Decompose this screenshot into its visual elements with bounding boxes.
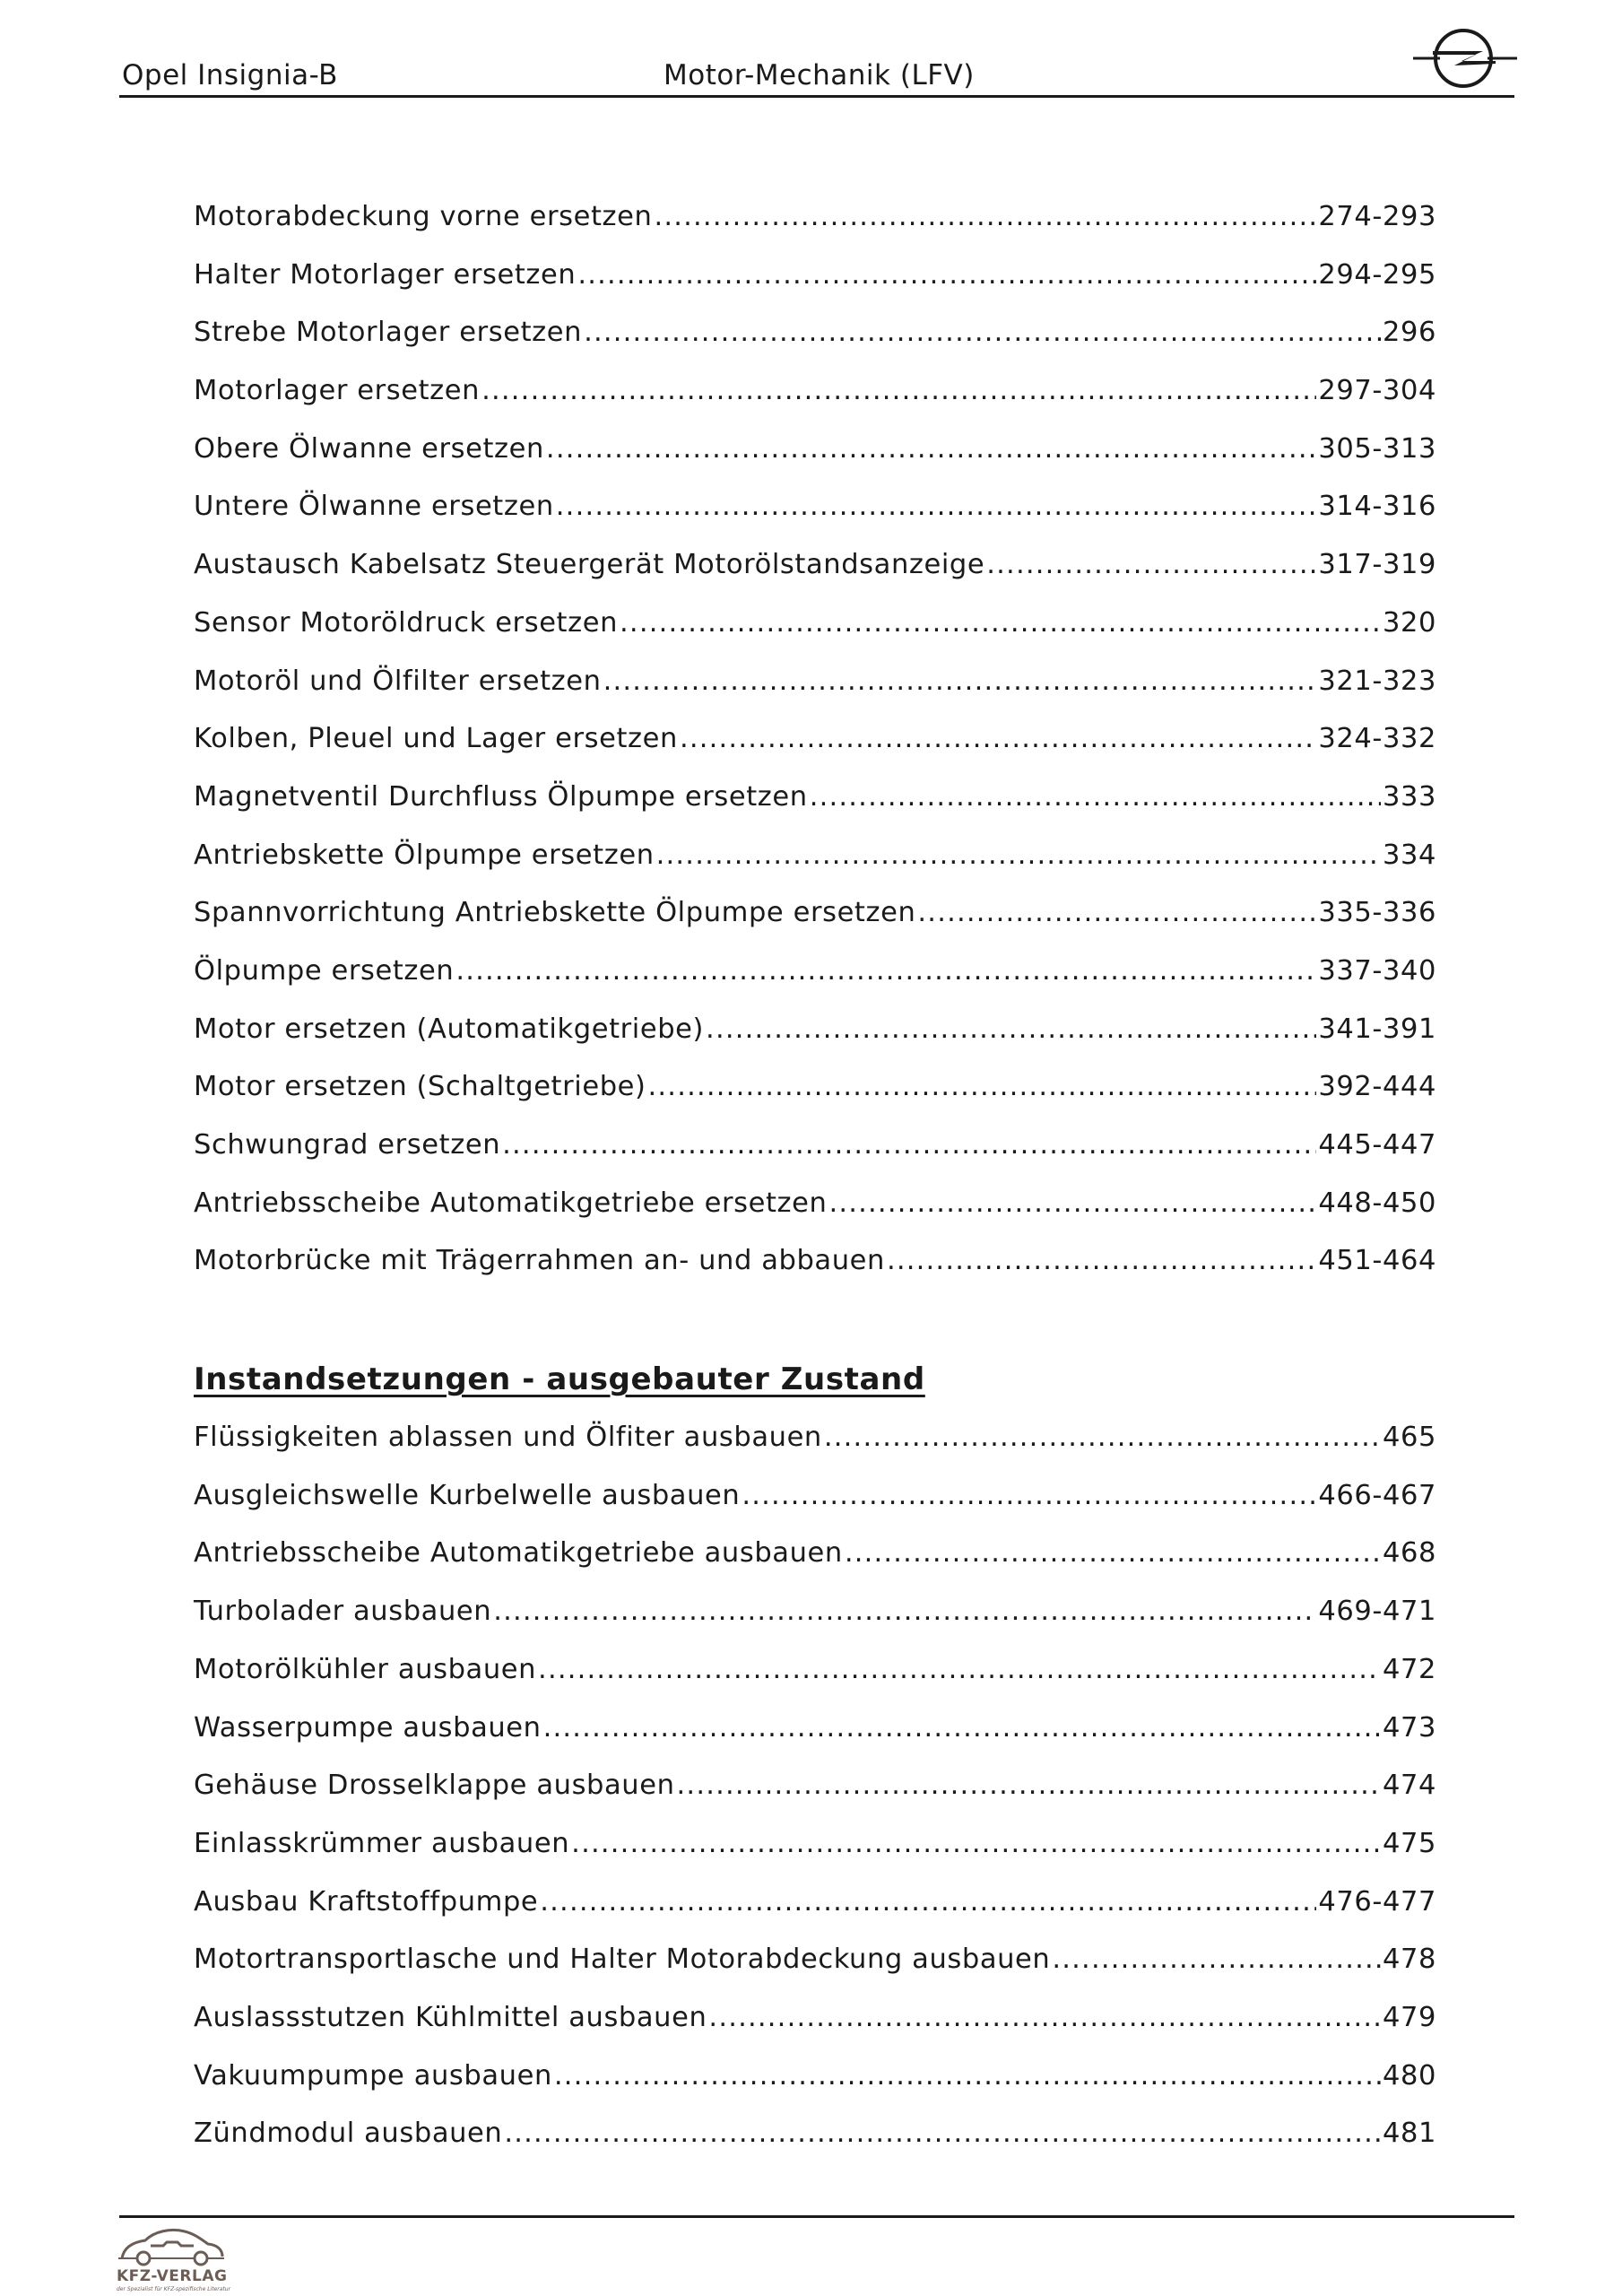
toc-entry-page: 476-477 <box>1318 1885 1436 1918</box>
toc-entry-page: 320 <box>1382 606 1436 639</box>
toc-entry-label: Antriebskette Ölpumpe ersetzen <box>194 839 655 871</box>
toc-entry-page: 321-323 <box>1318 665 1436 697</box>
toc-entry-label: Ölpumpe ersetzen <box>194 954 455 987</box>
toc-entry <box>194 1989 1436 2048</box>
toc-entry-label: Magnetventil Durchfluss Ölpumpe ersetzen <box>194 780 808 813</box>
toc-entry-label: Motorabdeckung vorne ersetzen <box>194 201 653 232</box>
toc-list-disassembled <box>194 1409 1436 2163</box>
toc-entry <box>194 943 1436 1001</box>
toc-entry-label: Schwungrad ersetzen <box>194 1129 501 1161</box>
toc-dot-leader <box>571 1815 1381 1873</box>
opel-logo-icon <box>1413 22 1519 93</box>
toc-entry <box>194 595 1436 653</box>
toc-entry <box>194 1525 1436 1583</box>
toc-dot-leader <box>654 188 1316 246</box>
toc-entry <box>194 769 1436 827</box>
toc-dot-leader <box>845 1525 1381 1582</box>
footer-tagline: der Spezialist für KFZ-spezifische Literatur <box>117 2286 231 2292</box>
toc-dot-leader <box>546 421 1316 478</box>
table-of-contents <box>194 188 1436 2163</box>
toc-entry <box>194 1117 1436 1175</box>
toc-entry-page: 472 <box>1382 1653 1436 1685</box>
toc-dot-leader <box>742 1467 1316 1525</box>
toc-entry-label: Motorölkühler ausbauen <box>194 1653 537 1685</box>
toc-entry-page: 392-444 <box>1318 1071 1436 1103</box>
toc-entry-page: 451-464 <box>1318 1245 1436 1277</box>
toc-entry-label: Halter Motorlager ersetzen <box>194 258 577 291</box>
toc-entry-page: 448-450 <box>1318 1187 1436 1219</box>
toc-entry-page: 305-313 <box>1318 432 1436 465</box>
toc-dot-leader <box>554 2048 1381 2105</box>
toc-entry-page: 337-340 <box>1318 954 1436 987</box>
toc-entry <box>194 827 1436 885</box>
toc-entry-label: Kolben, Pleuel und Lager ersetzen <box>194 723 678 755</box>
toc-entry <box>194 536 1436 595</box>
toc-entry-page: 317-319 <box>1318 549 1436 581</box>
toc-entry <box>194 1409 1436 1467</box>
toc-dot-leader <box>538 1641 1381 1699</box>
toc-dot-leader <box>584 304 1381 361</box>
toc-entry-label: Flüssigkeiten ablassen und Ölfiter ausbauen <box>194 1422 822 1454</box>
toc-entry-label: Motortransportlasche und Halter Motorabdeckung ausbauen <box>194 1944 1051 1976</box>
toc-entry-page: 334 <box>1382 839 1436 871</box>
toc-entry-label: Ausbau Kraftstoffpumpe <box>194 1885 539 1918</box>
toc-entry <box>194 653 1436 711</box>
toc-entry-label: Motoröl und Ölfilter ersetzen <box>194 665 602 697</box>
toc-dot-leader <box>543 1700 1381 1757</box>
page-header <box>119 0 1514 98</box>
toc-entry <box>194 1175 1436 1233</box>
toc-entry <box>194 1001 1436 1059</box>
toc-entry-label: Antriebsscheibe Automatikgetriebe ausbauen <box>194 1537 843 1570</box>
toc-entry-page: 445-447 <box>1318 1129 1436 1161</box>
footer-divider <box>119 2215 1514 2218</box>
toc-dot-leader <box>481 362 1316 420</box>
toc-dot-leader <box>677 1757 1381 1814</box>
toc-entry <box>194 421 1436 479</box>
toc-entry-page: 475 <box>1382 1827 1436 1859</box>
toc-entry-label: Wasserpumpe ausbauen <box>194 1711 542 1744</box>
toc-entry-page: 481 <box>1382 2118 1436 2150</box>
toc-entry-page: 335-336 <box>1318 897 1436 929</box>
toc-dot-leader <box>577 247 1316 304</box>
toc-entry-label: Gehäuse Drosselklappe ausbauen <box>194 1770 675 1802</box>
toc-entry-page: 468 <box>1382 1537 1436 1570</box>
toc-dot-leader <box>887 1232 1316 1290</box>
toc-entry-page: 480 <box>1382 2059 1436 2092</box>
toc-entry <box>194 710 1436 769</box>
toc-entry <box>194 1058 1436 1117</box>
toc-dot-leader <box>620 595 1381 652</box>
toc-dot-leader <box>540 1874 1316 1931</box>
toc-dot-leader <box>504 2105 1381 2162</box>
header-section-title: Motor-Mechanik (LFV) <box>664 59 975 91</box>
toc-entry-page: 473 <box>1382 1711 1436 1744</box>
toc-entry <box>194 1583 1436 1641</box>
toc-entry-label: Spannvorrichtung Antriebskette Ölpumpe ersetzen <box>194 897 916 929</box>
toc-entry <box>194 188 1436 247</box>
toc-entry-page: 297-304 <box>1318 375 1436 407</box>
toc-entry <box>194 362 1436 421</box>
toc-entry-label: Strebe Motorlager ersetzen <box>194 317 583 349</box>
toc-entry <box>194 1931 1436 1989</box>
toc-entry-page: 465 <box>1382 1422 1436 1454</box>
toc-entry-page: 479 <box>1382 2001 1436 2033</box>
toc-entry-page: 466-467 <box>1318 1479 1436 1511</box>
toc-dot-leader <box>810 769 1381 826</box>
toc-entry-label: Antriebsscheibe Automatikgetriebe ersetzen <box>194 1187 828 1219</box>
footer-brand: KFZ-VERLAG <box>117 2267 228 2285</box>
toc-entry-label: Turbolader ausbauen <box>194 1596 492 1628</box>
toc-dot-leader <box>680 710 1316 768</box>
toc-dot-leader <box>986 536 1316 594</box>
toc-dot-leader <box>656 827 1381 884</box>
toc-entry-label: Motorlager ersetzen <box>194 375 481 407</box>
toc-entry-label: Vakuumpumpe ausbauen <box>194 2059 552 2092</box>
toc-entry <box>194 1757 1436 1815</box>
toc-entry <box>194 1815 1436 1874</box>
toc-entry-page: 478 <box>1382 1944 1436 1976</box>
toc-entry-label: Auslassstutzen Kühlmittel ausbauen <box>194 2001 707 2033</box>
toc-dot-leader <box>1052 1931 1381 1988</box>
toc-entry <box>194 1700 1436 1758</box>
toc-dot-leader <box>708 1989 1381 2047</box>
toc-entry-page: 296 <box>1382 317 1436 349</box>
toc-dot-leader <box>502 1117 1316 1174</box>
toc-entry-page: 314-316 <box>1318 491 1436 523</box>
header-vehicle-title: Opel Insignia-B <box>122 59 338 91</box>
toc-entry <box>194 1467 1436 1526</box>
toc-entry-page: 341-391 <box>1318 1013 1436 1045</box>
toc-dot-leader <box>556 478 1317 535</box>
toc-entry <box>194 2048 1436 2106</box>
toc-entry-page: 294-295 <box>1318 258 1436 291</box>
toc-entry <box>194 1641 1436 1700</box>
toc-entry-label: Sensor Motoröldruck ersetzen <box>194 606 619 639</box>
toc-dot-leader <box>455 943 1316 1000</box>
toc-entry-page: 324-332 <box>1318 723 1436 755</box>
toc-entry-label: Ausgleichswelle Kurbelwelle ausbauen <box>194 1479 741 1511</box>
toc-entry-label: Obere Ölwanne ersetzen <box>194 432 544 465</box>
toc-entry <box>194 884 1436 943</box>
toc-entry <box>194 1874 1436 1932</box>
toc-dot-leader <box>706 1001 1316 1058</box>
toc-list-replacement <box>194 188 1436 1291</box>
toc-entry <box>194 1232 1436 1291</box>
toc-entry-page: 469-471 <box>1318 1596 1436 1628</box>
toc-entry-label: Motorbrücke mit Trägerrahmen an- und abbauen <box>194 1245 885 1277</box>
toc-entry-label: Austausch Kabelsatz Steuergerät Motorölstandsanzeige <box>194 549 985 581</box>
toc-entry-label: Zündmodul ausbauen <box>194 2118 503 2150</box>
toc-entry <box>194 2105 1436 2163</box>
section-heading: Instandsetzungen - ausgebauter Zustand <box>194 1361 925 1398</box>
toc-entry-page: 274-293 <box>1318 201 1436 232</box>
toc-entry-label: Untere Ölwanne ersetzen <box>194 491 554 523</box>
toc-dot-leader <box>828 1175 1316 1232</box>
toc-dot-leader <box>493 1583 1316 1640</box>
toc-dot-leader <box>648 1058 1317 1116</box>
toc-entry <box>194 304 1436 362</box>
toc-entry-label: Einlasskrümmer ausbauen <box>194 1827 570 1859</box>
toc-dot-leader <box>824 1409 1381 1466</box>
toc-entry-label: Motor ersetzen (Automatikgetriebe) <box>194 1013 705 1045</box>
toc-dot-leader <box>917 884 1316 942</box>
toc-entry-page: 333 <box>1382 780 1436 813</box>
toc-dot-leader <box>603 653 1317 710</box>
toc-entry <box>194 247 1436 305</box>
toc-entry <box>194 478 1436 536</box>
toc-entry-page: 474 <box>1382 1770 1436 1802</box>
toc-entry-label: Motor ersetzen (Schaltgetriebe) <box>194 1071 646 1103</box>
